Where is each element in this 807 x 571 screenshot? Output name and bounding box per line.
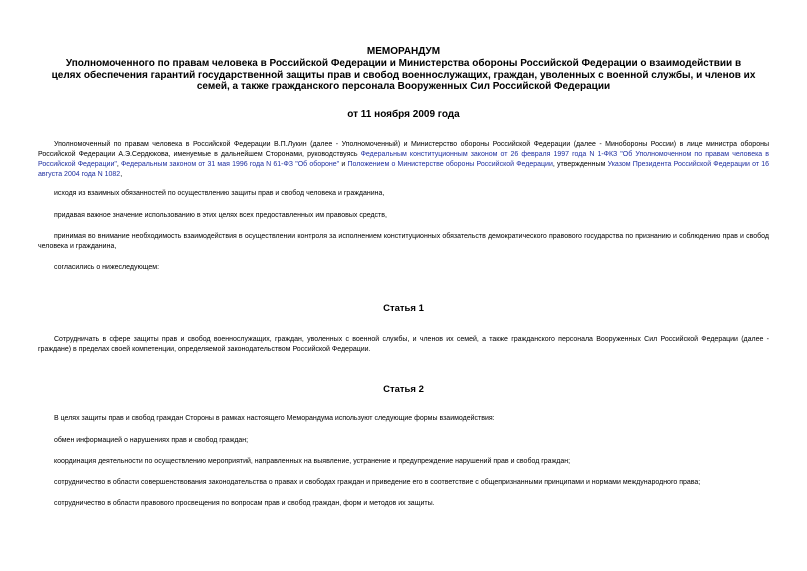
title-line-subject: Уполномоченного по правам человека в Российской Федерации и Министерства обороны Российской Федерации о взаимодействии в целях обеспечения гарантий государственной защиты прав и свобод военнослужащих, граждан, уволенных с военной службы, и членов их семей, а также гражданского персонала Вооруженных Сил Российской Федерации (51, 58, 756, 92)
list-item: координация деятельности по осуществлению мероприятий, направленных на выявление, устранение и предупреждение нарушений прав и свобод граждан; (54, 458, 571, 465)
intro-text-3: и (339, 161, 348, 168)
link-fz-defense[interactable]: Федеральным законом от 31 мая 1996 года N 61-ФЗ "Об обороне" (120, 161, 340, 168)
list-item: сотрудничество в области правового просвещения по вопросам прав и свобод граждан, форм и методов их защиты. (54, 500, 435, 507)
title-line-memorandum: МЕМОРАНДУМ (366, 46, 441, 57)
intro-paragraph (38, 140, 769, 180)
paragraph-agreed: согласились о нижеследующем: (54, 264, 160, 271)
link-president-decree[interactable]: Указом Президента Российской Федерации от 16 августа 2004 года N 1082 (38, 161, 770, 178)
intro-text-2: , (116, 161, 121, 168)
document-date: от 11 ноября 2009 года (347, 109, 460, 120)
intro-text-4: , утвержденным (552, 161, 608, 168)
article-2-heading: Статья 2 (383, 384, 424, 395)
paragraph-proceeding: исходя из взаимных обязанностей по осуществлению защиты прав и свобод человека и гражданина, (54, 190, 385, 197)
intro-text-5: , (120, 171, 123, 178)
article-1-heading: Статья 1 (383, 303, 424, 314)
list-item: сотрудничество в области совершенствования законодательства о правах и свободах граждан и приведение его в соответствие с общепризнанными принципами и нормами международного права; (54, 479, 701, 486)
intro-text-1: Уполномоченный по правам человека в Российской Федерации В.П.Лукин (далее - Уполномоченный) и Министерство обороны Российской Федерации (далее - Минобороны России) в лице министра обороны Российской Федерации А.Э.Сердюкова, именуемые в дальнейшем Сторонами, руководствуясь (38, 141, 769, 158)
link-ministry-regulation[interactable]: Положением о Министерстве обороны Российской Федерации (347, 161, 553, 168)
link-fkz-ombudsman[interactable]: Федеральным конституционным законом от 26 февраля 1997 года N 1-ФКЗ "Об Уполномоченном по правам человека в Российской Федерации" (38, 151, 769, 168)
list-item: обмен информацией о нарушениях прав и свобод граждан; (54, 437, 249, 444)
paragraph-attaching: придавая важное значение использованию в этих целях всех предоставленных им правовых средств, (54, 212, 387, 219)
article-2-intro: В целях защиты прав и свобод граждан Стороны в рамках настоящего Меморандума используют следующие формы взаимодействия: (54, 415, 495, 422)
article-1-text: Сотрудничать в сфере защиты прав и свобод военнослужащих, граждан, уволенных с военной службы, и членов их семей, а также гражданского персонала Вооруженных Сил Российской Федерации (далее - граждане) в пределах своей компетенции, определяемой законодательством Российской Федерации. (38, 336, 769, 353)
paragraph-considering: принимая во внимание необходимость взаимодействия в осуществлении контроля за исполнением конституционных обязательств демократического правового государства по признанию и соблюдению прав и свобод человека и гражданина, (38, 233, 769, 250)
